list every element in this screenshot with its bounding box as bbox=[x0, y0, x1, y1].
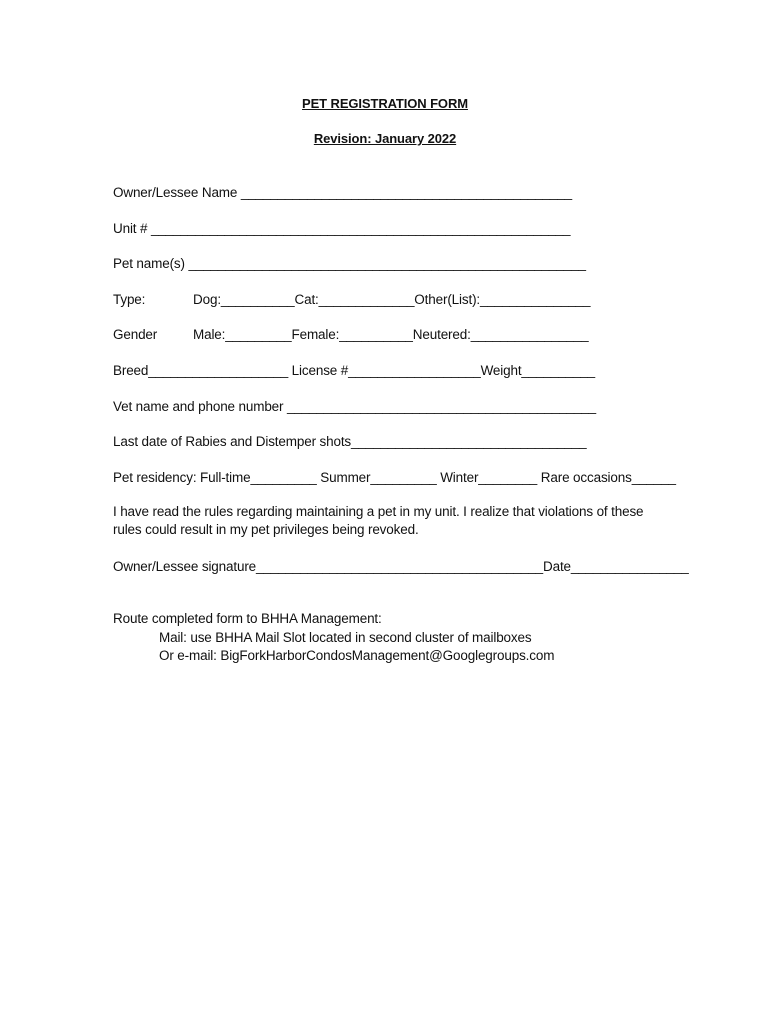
owner-name-field: Owner/Lessee Name _____________________________________________ bbox=[113, 185, 572, 200]
signature-date-field: Owner/Lessee signature_______________________________________Date________________ bbox=[113, 559, 689, 574]
unit-field: Unit # _________________________________________________________ bbox=[113, 221, 571, 236]
vet-field: Vet name and phone number __________________________________________ bbox=[113, 399, 597, 414]
residency-field: Pet residency: Full-time_________ Summer_________ Winter________ Rare occasions______ bbox=[113, 470, 676, 485]
revision-date: Revision: January 2022 bbox=[313, 131, 457, 146]
type-options: Dog:__________Cat:_____________Other(List):_______________ bbox=[193, 292, 591, 307]
breed-license-weight-field: Breed___________________ License #__________________Weight__________ bbox=[113, 363, 596, 378]
gender-options: Male:_________Female:__________Neutered:________________ bbox=[193, 327, 589, 342]
routing-mail: Mail: use BHHA Mail Slot located in second cluster of mailboxes bbox=[159, 630, 532, 645]
type-row bbox=[113, 291, 591, 308]
routing-heading: Route completed form to BHHA Management: bbox=[113, 611, 382, 626]
shots-field: Last date of Rabies and Distemper shots________________________________ bbox=[113, 434, 587, 449]
type-label: Type: bbox=[113, 292, 146, 307]
acknowledgement-statement: I have read the rules regarding maintaining a pet in my unit. I realize that violations of these rules could result in my pet privileges being revoked. bbox=[113, 504, 644, 537]
gender-row bbox=[113, 326, 589, 343]
form-title: PET REGISTRATION FORM bbox=[302, 96, 468, 111]
pet-names-field: Pet name(s) ______________________________________________________ bbox=[113, 256, 586, 271]
routing-email: Or e-mail: BigForkHarborCondosManagement@Googlegroups.com bbox=[159, 648, 555, 663]
gender-label: Gender bbox=[113, 327, 158, 342]
